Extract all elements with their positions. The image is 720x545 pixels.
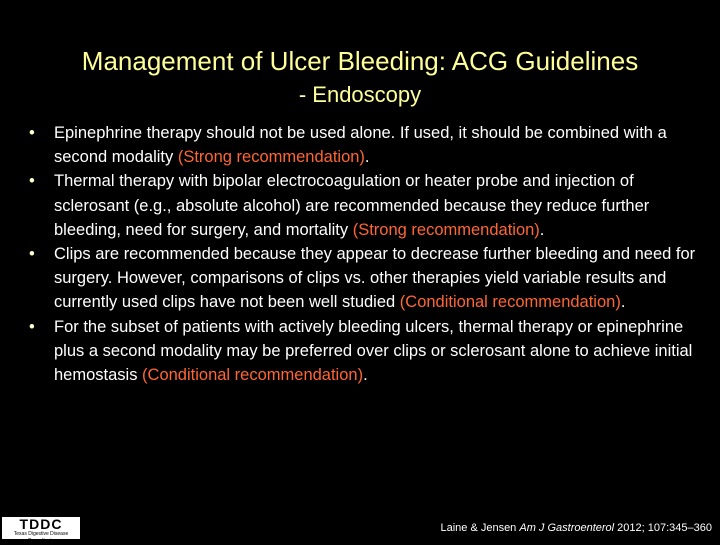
bullet-item (29, 121, 699, 169)
bullet-text: Thermal therapy with bipolar electrocoagulation or heater probe and injection of sclerosant (e.g., absolute alcohol) are recommended because they reduce further bleeding, need for surgery, and mortality (54, 172, 650, 239)
bullet-text: Clips are recommended because they appear to decrease further bleeding and need for surgery. However, comparisons of clips vs. other therapies yield variable results and currently used clips have not been well studied (54, 245, 696, 312)
bullet-end: . (620, 293, 626, 312)
bullet-item (29, 315, 699, 388)
bullet-text: Epinephrine therapy should not be used alone. If used, it should be combined with a second modality (54, 124, 667, 167)
citation-details: 2012; 107:345–360 (614, 522, 712, 534)
bullet-end: . (539, 220, 545, 239)
bullet-list (29, 121, 699, 387)
slide-subtitle: - Endoscopy (298, 82, 422, 107)
bullet-icon: • (29, 245, 35, 264)
bullet-icon: • (29, 172, 35, 191)
bullet-icon: • (29, 124, 35, 142)
recommendation-strength: (Strong recommendation) (352, 220, 540, 239)
bullet-end: . (364, 148, 370, 167)
logo-tagline: Texas Digestive Disease Consultants (13, 531, 69, 544)
bullet-item (29, 242, 699, 315)
bullet-end: . (363, 366, 368, 385)
tddc-logo (2, 516, 80, 544)
citation (440, 520, 712, 536)
bullet-text: For the subset of patients with actively bleeding ulcers, thermal therapy or epinephrine plus a second modality may be preferred over clips or sclerosant alone to achieve initial hemostasis (54, 317, 693, 385)
recommendation-strength: (Strong recommendation) (177, 148, 365, 167)
recommendation-strength: (Conditional recommendation) (399, 293, 621, 312)
slide-title: Management of Ulcer Bleeding: ACG Guidelines (81, 46, 639, 76)
citation-journal: Am J Gastroenterol (519, 522, 615, 534)
bullet-icon: • (29, 317, 35, 336)
bullet-item (29, 169, 699, 242)
logo-name: TDDC (19, 516, 63, 532)
recommendation-strength: (Conditional recommendation) (142, 366, 364, 385)
citation-authors: Laine & Jensen (440, 522, 520, 534)
